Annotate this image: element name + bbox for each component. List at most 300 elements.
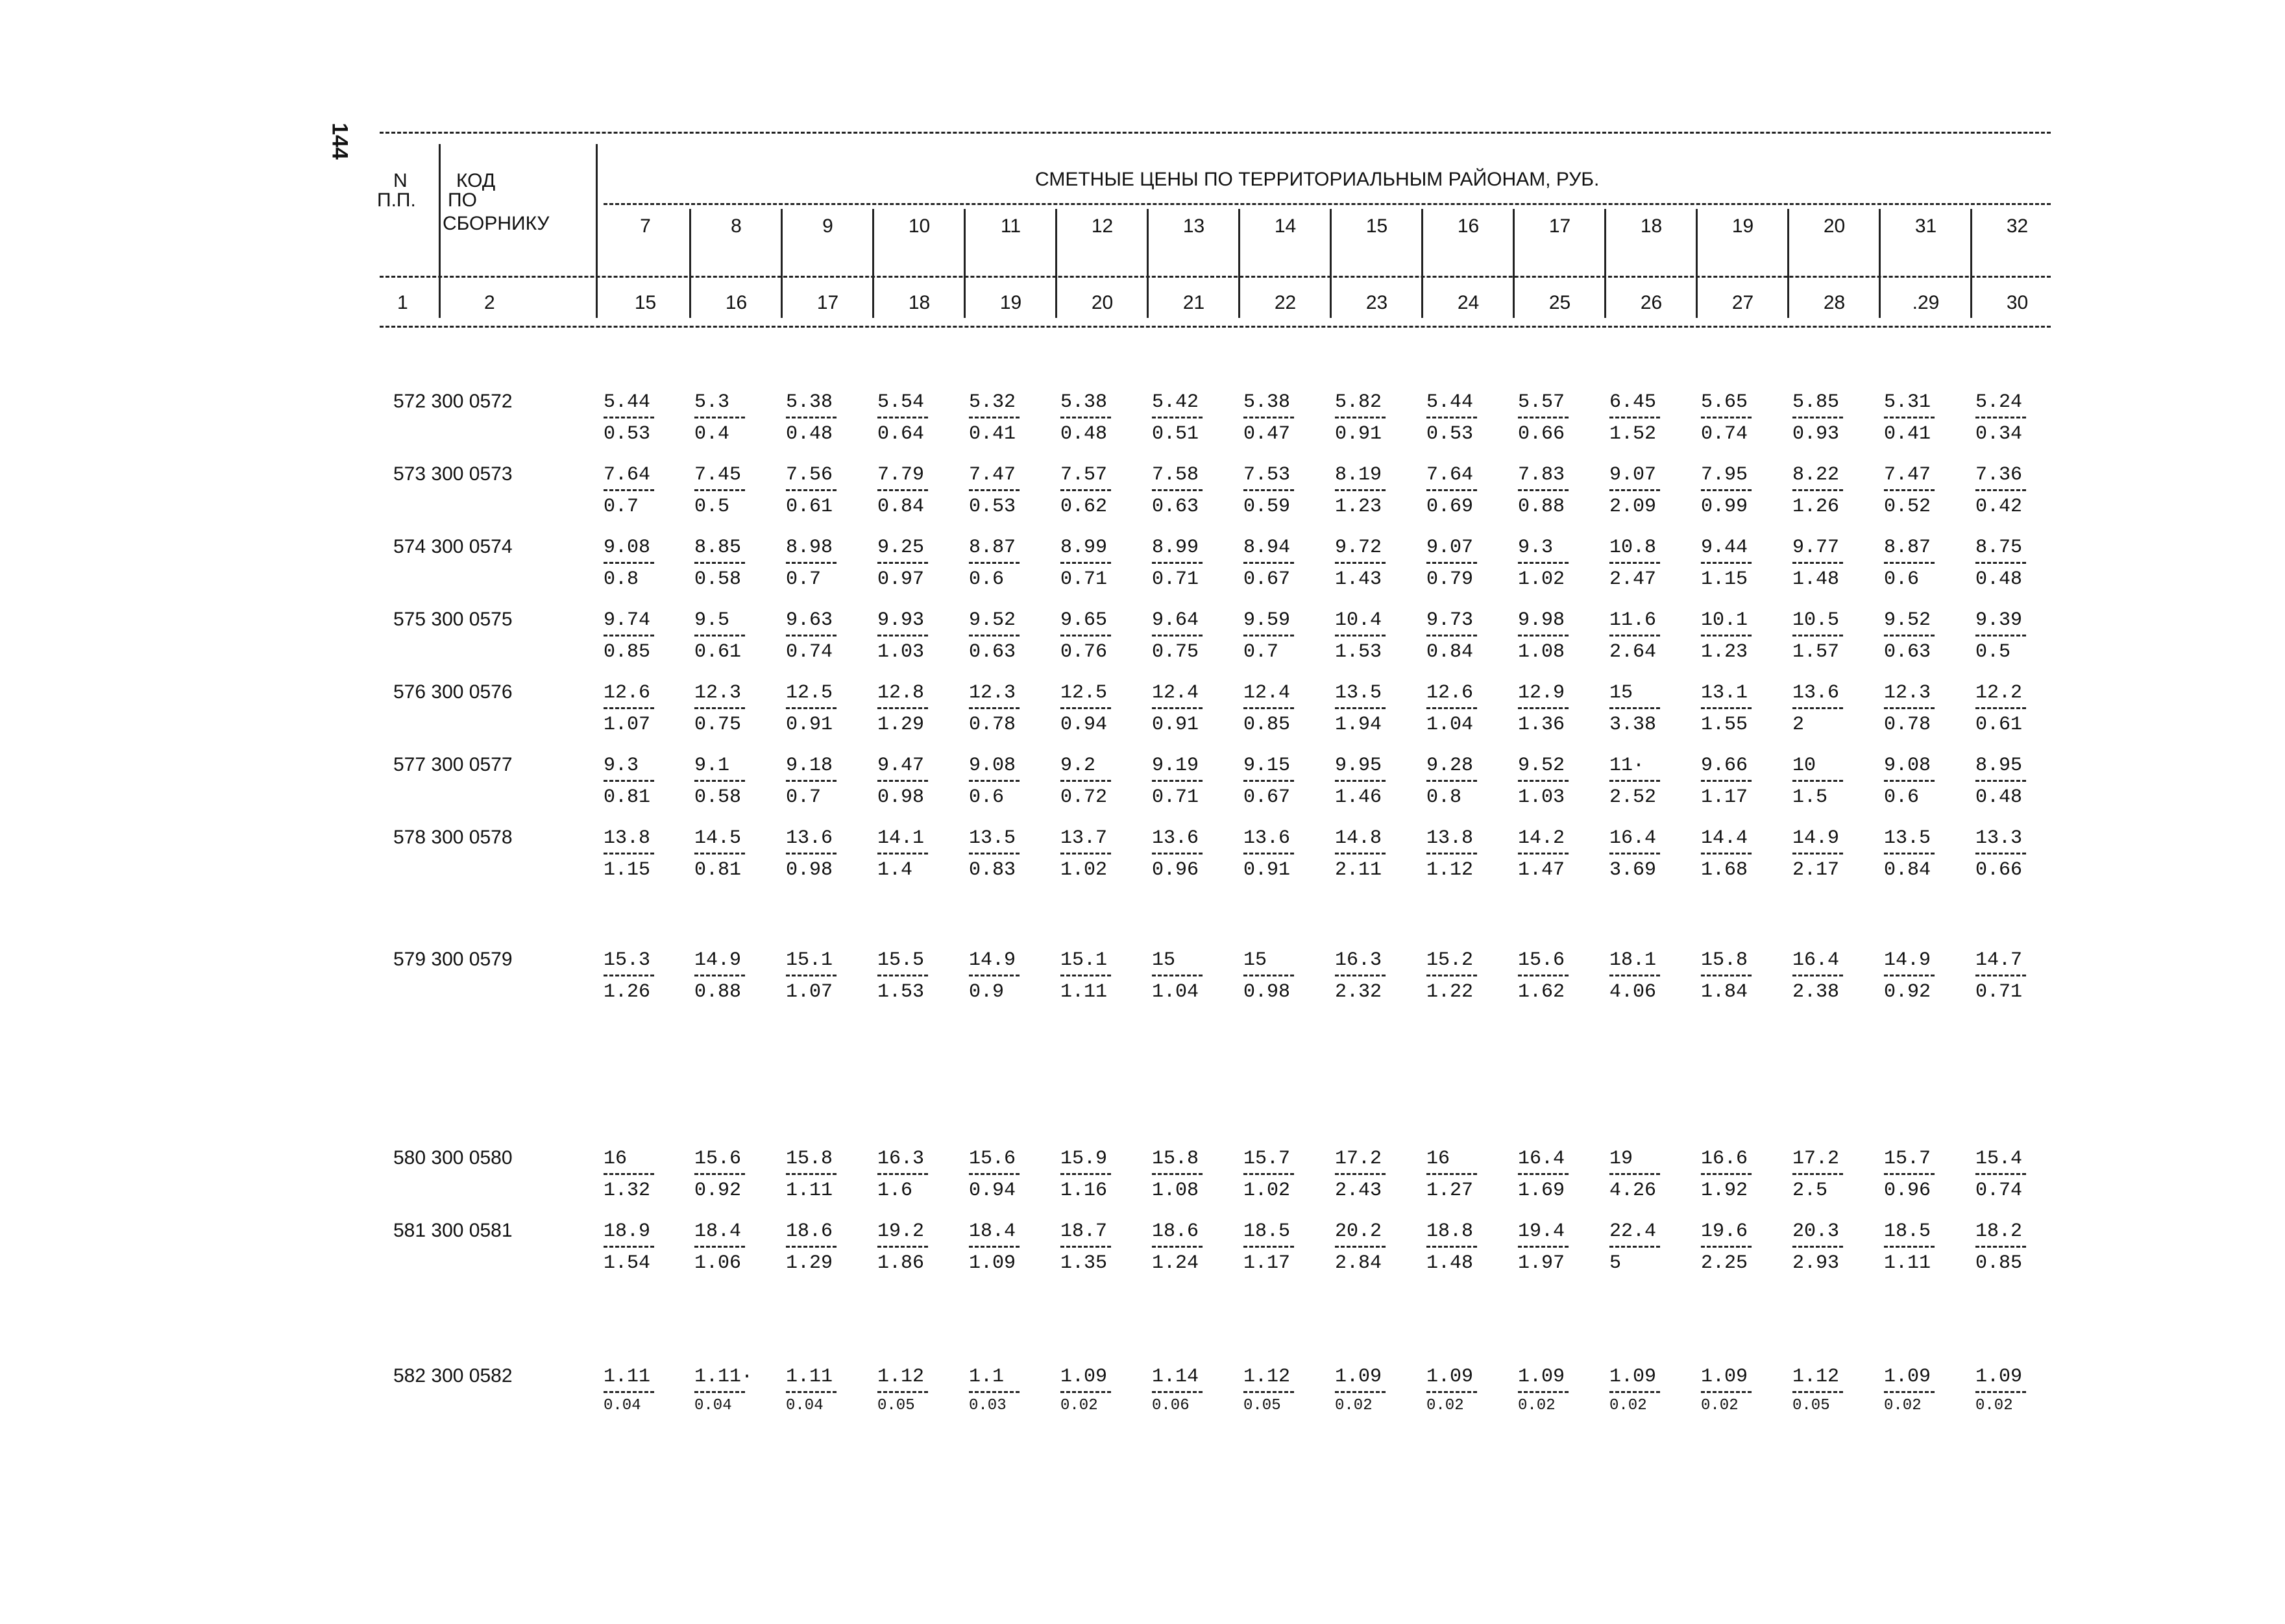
price-value: 8.75 [1975,537,2023,559]
column-separator [689,209,691,318]
fraction-bar [969,1246,1020,1248]
district-number: 10 [908,215,931,237]
row-label [393,391,513,413]
price-cell [1243,949,1294,1004]
price-cell [604,391,654,446]
fraction-bar [1884,562,1935,564]
price-value: 16.4 [1518,1148,1565,1170]
fraction-bar [1701,1246,1752,1248]
price-value: 20.2 [1335,1220,1382,1242]
price-cell [694,609,745,664]
price-value: 5.44 [1426,391,1474,413]
price-cell [877,391,928,446]
surcharge-value: 1.54 [604,1252,651,1274]
price-value: 18.7 [1060,1220,1108,1242]
price-value: 15.1 [786,949,833,971]
fraction-bar [1792,975,1843,976]
row-number: 575 [393,609,426,630]
fraction-bar [1152,1173,1203,1175]
fraction-bar [1975,635,2026,636]
row-label [393,463,513,485]
surcharge-value: 2.09 [1609,496,1657,518]
price-cell [1426,754,1477,809]
price-value: 9.5 [694,609,730,631]
surcharge-value: 0.5 [1975,641,2011,663]
price-value: 7.95 [1701,464,1748,486]
surcharge-value: 1.06 [694,1252,742,1274]
row-number: 581 [393,1220,426,1241]
fraction-bar [1701,562,1752,564]
price-value: 9.95 [1335,755,1382,777]
surcharge-value: 1.26 [1792,496,1840,518]
fraction-bar [1335,707,1386,709]
column-separator [1147,209,1149,318]
fraction-bar [1792,562,1843,564]
index-number: 18 [908,292,931,313]
index-number: 23 [1365,292,1388,313]
surcharge-value: 1.52 [1609,423,1657,445]
price-cell [1609,1365,1660,1415]
fraction-bar [1060,489,1111,491]
surcharge-value: 0.66 [1975,859,2023,881]
price-cell [1975,949,2026,1004]
price-value: 1.11· [694,1366,753,1388]
price-value: 15.8 [1152,1148,1199,1170]
price-value: 9.2 [1060,755,1096,777]
fraction-bar [1701,780,1752,782]
fraction-bar [1243,1391,1294,1393]
price-value: 15.8 [1701,949,1748,971]
price-value: 19.6 [1701,1220,1748,1242]
price-cell [786,463,837,518]
price-value: 9.52 [1518,755,1565,777]
price-value: 1.12 [1243,1366,1291,1388]
price-cell [604,1365,654,1415]
price-value: 15.8 [786,1148,833,1170]
fraction-bar [1060,1391,1111,1393]
price-cell [694,1220,745,1275]
price-cell [1243,609,1294,664]
row-code: 300 0574 [431,536,513,557]
surcharge-value: 1.53 [877,981,925,1003]
price-cell [1884,949,1935,1004]
surcharge-value: 0.05 [877,1397,915,1414]
surcharge-value: 0.67 [1243,568,1291,590]
surcharge-value: 0.88 [694,981,742,1003]
surcharge-value: 0.53 [604,423,651,445]
price-value: 8.95 [1975,755,2023,777]
header-title-rule [604,203,2051,205]
price-cell [1426,1147,1477,1202]
price-cell [1975,827,2026,882]
surcharge-value: 0.83 [969,859,1016,881]
fraction-bar [604,489,654,491]
fraction-bar [1975,975,2026,976]
surcharge-value: 0.74 [1701,423,1748,445]
fraction-bar [1426,1246,1477,1248]
district-number: 18 [1640,215,1663,237]
fraction-bar [1701,707,1752,709]
price-cell [1792,827,1843,882]
surcharge-value: 0.91 [1243,859,1291,881]
price-cell [1060,1220,1111,1275]
price-value: 14.9 [694,949,742,971]
price-cell [1335,827,1386,882]
surcharge-value: 0.72 [1060,786,1108,808]
fraction-bar [1518,853,1569,854]
index-number: 30 [2006,292,2029,313]
surcharge-value: 0.84 [1884,859,1931,881]
column-separator [781,209,783,318]
price-value: 9.44 [1701,537,1748,559]
price-cell [1975,609,2026,664]
fraction-bar [1609,853,1660,854]
price-value: 16 [1426,1148,1450,1170]
price-cell [1518,391,1569,446]
price-value: 13.3 [1975,827,2023,849]
surcharge-value: 0.71 [1060,568,1108,590]
price-cell [694,1365,753,1415]
fraction-bar [969,1391,1020,1393]
fraction-bar [877,1246,928,1248]
fraction-bar [1335,780,1386,782]
price-value: 9.52 [969,609,1016,631]
price-value: 15.1 [1060,949,1108,971]
price-cell [1243,1147,1294,1202]
price-cell [1792,754,1843,809]
fraction-bar [1335,417,1386,418]
price-cell [1792,949,1843,1004]
price-value: 14.7 [1975,949,2023,971]
surcharge-value: 0.96 [1152,859,1199,881]
surcharge-value: 0.61 [1975,714,2023,736]
price-cell [1335,681,1386,736]
price-cell [1243,1365,1294,1415]
price-value: 10.4 [1335,609,1382,631]
price-cell [877,1365,928,1415]
price-value: 14.9 [1884,949,1931,971]
price-cell [604,827,654,882]
price-value: 14.5 [694,827,742,849]
price-cell [1518,1220,1569,1275]
price-value: 5.31 [1884,391,1931,413]
price-value: 1.09 [1975,1366,2023,1388]
price-cell [1518,536,1569,591]
fraction-bar [604,417,654,418]
price-value: 12.3 [1884,682,1931,704]
price-value: 8.99 [1152,537,1199,559]
price-cell [1701,1365,1752,1415]
surcharge-value: 0.04 [694,1397,732,1414]
fraction-bar [1518,635,1569,636]
price-value: 12.4 [1243,682,1291,704]
row-code: 300 0577 [431,754,513,775]
fraction-bar [786,562,837,564]
surcharge-value: 1.17 [1701,786,1748,808]
price-cell [1243,391,1294,446]
fraction-bar [694,853,745,854]
surcharge-value: 2.84 [1335,1252,1382,1274]
fraction-bar [694,417,745,418]
surcharge-value: 0.02 [1335,1397,1373,1414]
surcharge-value: 1.11 [1884,1252,1931,1274]
price-value: 12.3 [694,682,742,704]
surcharge-value: 1.08 [1152,1180,1199,1202]
fraction-bar [1792,635,1843,636]
price-cell [1152,1220,1203,1275]
fraction-bar [1060,780,1111,782]
price-value: 15.6 [1518,949,1565,971]
fraction-bar [1792,1173,1843,1175]
price-cell [1426,463,1477,518]
price-cell [1701,681,1752,736]
surcharge-value: 0.9 [969,981,1005,1003]
column-separator [1055,209,1057,318]
surcharge-value: 0.48 [1975,786,2023,808]
fraction-bar [694,780,745,782]
district-number: 14 [1274,215,1297,237]
surcharge-value: 2.5 [1792,1180,1828,1202]
price-cell [1335,463,1386,518]
fraction-bar [1792,853,1843,854]
price-cell [1975,391,2026,446]
fraction-bar [604,1173,654,1175]
price-cell [969,827,1020,882]
price-value: 7.56 [786,464,833,486]
index-number: 15 [634,292,657,313]
fraction-bar [1975,853,2026,854]
surcharge-value: 0.02 [1884,1397,1922,1414]
fraction-bar [786,707,837,709]
fraction-bar [1975,417,2026,418]
price-value: 6.45 [1609,391,1657,413]
surcharge-value: 1.02 [1060,859,1108,881]
fraction-bar [1609,780,1660,782]
surcharge-value: 0.78 [969,714,1016,736]
price-cell [1975,1365,2026,1415]
price-cell [1426,681,1477,736]
fraction-bar [694,975,745,976]
fraction-bar [1518,489,1569,491]
price-cell [604,1220,654,1275]
surcharge-value: 0.92 [1884,981,1931,1003]
price-value: 1.1 [969,1366,1005,1388]
surcharge-value: 2.43 [1335,1180,1382,1202]
row-number: 577 [393,754,426,775]
row-code: 300 0573 [431,463,513,485]
price-cell [1060,949,1111,1004]
price-cell [1518,1365,1569,1415]
price-cell [969,391,1020,446]
surcharge-value: 1.43 [1335,568,1382,590]
price-cell [969,609,1020,664]
price-cell [1335,391,1386,446]
price-value: 15 [1609,682,1633,704]
fraction-bar [786,489,837,491]
price-cell [1609,391,1660,446]
price-value: 10.1 [1701,609,1748,631]
price-value: 8.85 [694,537,742,559]
fraction-bar [1152,562,1203,564]
price-value: 18.5 [1243,1220,1291,1242]
column-separator [872,209,874,318]
index-number: 26 [1640,292,1663,313]
fraction-bar [1152,1391,1203,1393]
price-value: 16.4 [1609,827,1657,849]
column-header-number-sub: П.П. [377,189,416,211]
surcharge-value: 0.7 [786,786,822,808]
price-cell [1060,536,1111,591]
price-cell [1701,1220,1752,1275]
price-value: 5.38 [1243,391,1291,413]
row-code: 300 0581 [431,1220,513,1241]
fraction-bar [604,975,654,976]
surcharge-value: 0.93 [1792,423,1840,445]
index-number: 20 [1091,292,1114,313]
index-number: 28 [1823,292,1846,313]
price-value: 12.3 [969,682,1016,704]
price-cell [1609,463,1660,518]
surcharge-value: 1.07 [604,714,651,736]
fraction-bar [604,1391,654,1393]
column-separator [1696,209,1698,318]
fraction-bar [786,975,837,976]
surcharge-value: 1.69 [1518,1180,1565,1202]
fraction-bar [1701,853,1752,854]
fraction-bar [1060,562,1111,564]
price-value: 20.3 [1792,1220,1840,1242]
surcharge-value: 2.38 [1792,981,1840,1003]
fraction-bar [1152,853,1203,854]
surcharge-value: 1.97 [1518,1252,1565,1274]
price-value: 15.7 [1243,1148,1291,1170]
surcharge-value: 0.03 [969,1397,1007,1414]
price-value: 14.1 [877,827,925,849]
price-cell [1609,949,1660,1004]
fraction-bar [1518,1246,1569,1248]
surcharge-value: 0.41 [969,423,1016,445]
surcharge-value: 0.53 [1426,423,1474,445]
price-cell [1426,391,1477,446]
fraction-bar [1884,975,1935,976]
fraction-bar [1152,707,1203,709]
surcharge-value: 0.94 [1060,714,1108,736]
price-value: 1.09 [1060,1366,1108,1388]
fraction-bar [1884,417,1935,418]
price-value: 19.2 [877,1220,925,1242]
price-value: 9.39 [1975,609,2023,631]
row-label [393,949,513,971]
surcharge-value: 1.48 [1792,568,1840,590]
fraction-bar [1792,780,1843,782]
fraction-bar [877,489,928,491]
index-number: 21 [1182,292,1205,313]
price-cell [969,754,1020,809]
surcharge-value: 0.98 [877,786,925,808]
price-cell [1792,681,1843,736]
column-header-code-sub: ПО [448,189,477,211]
fraction-bar [1335,489,1386,491]
surcharge-value: 1.36 [1518,714,1565,736]
fraction-bar [1884,780,1935,782]
price-value: 5.38 [786,391,833,413]
price-value: 13.6 [1792,682,1840,704]
price-value: 13.5 [1884,827,1931,849]
price-cell [1792,391,1843,446]
price-cell [1152,681,1203,736]
price-value: 16.3 [1335,949,1382,971]
row-label [393,754,513,776]
price-cell [1060,827,1111,882]
surcharge-value: 2.64 [1609,641,1657,663]
price-cell [786,1147,837,1202]
price-cell [604,463,654,518]
fraction-bar [1426,1391,1477,1393]
price-cell [1884,827,1935,882]
column-separator [964,209,966,318]
surcharge-value: 0.48 [786,423,833,445]
price-value: 19 [1609,1148,1633,1170]
surcharge-value: 2.25 [1701,1252,1748,1274]
price-value: 5.82 [1335,391,1382,413]
surcharge-value: 1.03 [877,641,925,663]
fraction-bar [1518,975,1569,976]
district-number: 11 [1000,215,1021,237]
price-value: 19.4 [1518,1220,1565,1242]
fraction-bar [1884,853,1935,854]
surcharge-value: 0.88 [1518,496,1565,518]
fraction-bar [604,562,654,564]
price-cell [1060,754,1111,809]
price-cell [1701,827,1752,882]
surcharge-value: 4.26 [1609,1180,1657,1202]
price-cell [1243,536,1294,591]
district-number: 32 [2006,215,2029,237]
district-number: 9 [822,215,833,237]
surcharge-value: 2.32 [1335,981,1382,1003]
surcharge-value: 0.05 [1243,1397,1281,1414]
price-cell [1243,681,1294,736]
fraction-bar [694,1246,745,1248]
price-value: 15 [1243,949,1267,971]
surcharge-value: 0.8 [604,568,639,590]
column-separator [1513,209,1515,318]
price-cell [1975,463,2026,518]
price-value: 5.42 [1152,391,1199,413]
price-value: 15.7 [1884,1148,1931,1170]
surcharge-value: 1.03 [1518,786,1565,808]
price-cell [1518,609,1569,664]
surcharge-value: 1.29 [877,714,925,736]
price-value: 15.4 [1975,1148,2023,1170]
surcharge-value: 1.55 [1701,714,1748,736]
price-cell [1335,754,1386,809]
surcharge-value: 0.58 [694,568,742,590]
price-cell [1884,536,1935,591]
surcharge-value: 0.34 [1975,423,2023,445]
price-cell [1060,609,1111,664]
price-cell [969,536,1020,591]
price-value: 5.24 [1975,391,2023,413]
price-value: 7.36 [1975,464,2023,486]
fraction-bar [1426,707,1477,709]
row-code: 300 0579 [431,949,513,970]
price-cell [604,1147,654,1202]
price-cell [786,949,837,1004]
price-value: 9.64 [1152,609,1199,631]
price-cell [877,463,928,518]
price-value: 11· [1609,755,1645,777]
